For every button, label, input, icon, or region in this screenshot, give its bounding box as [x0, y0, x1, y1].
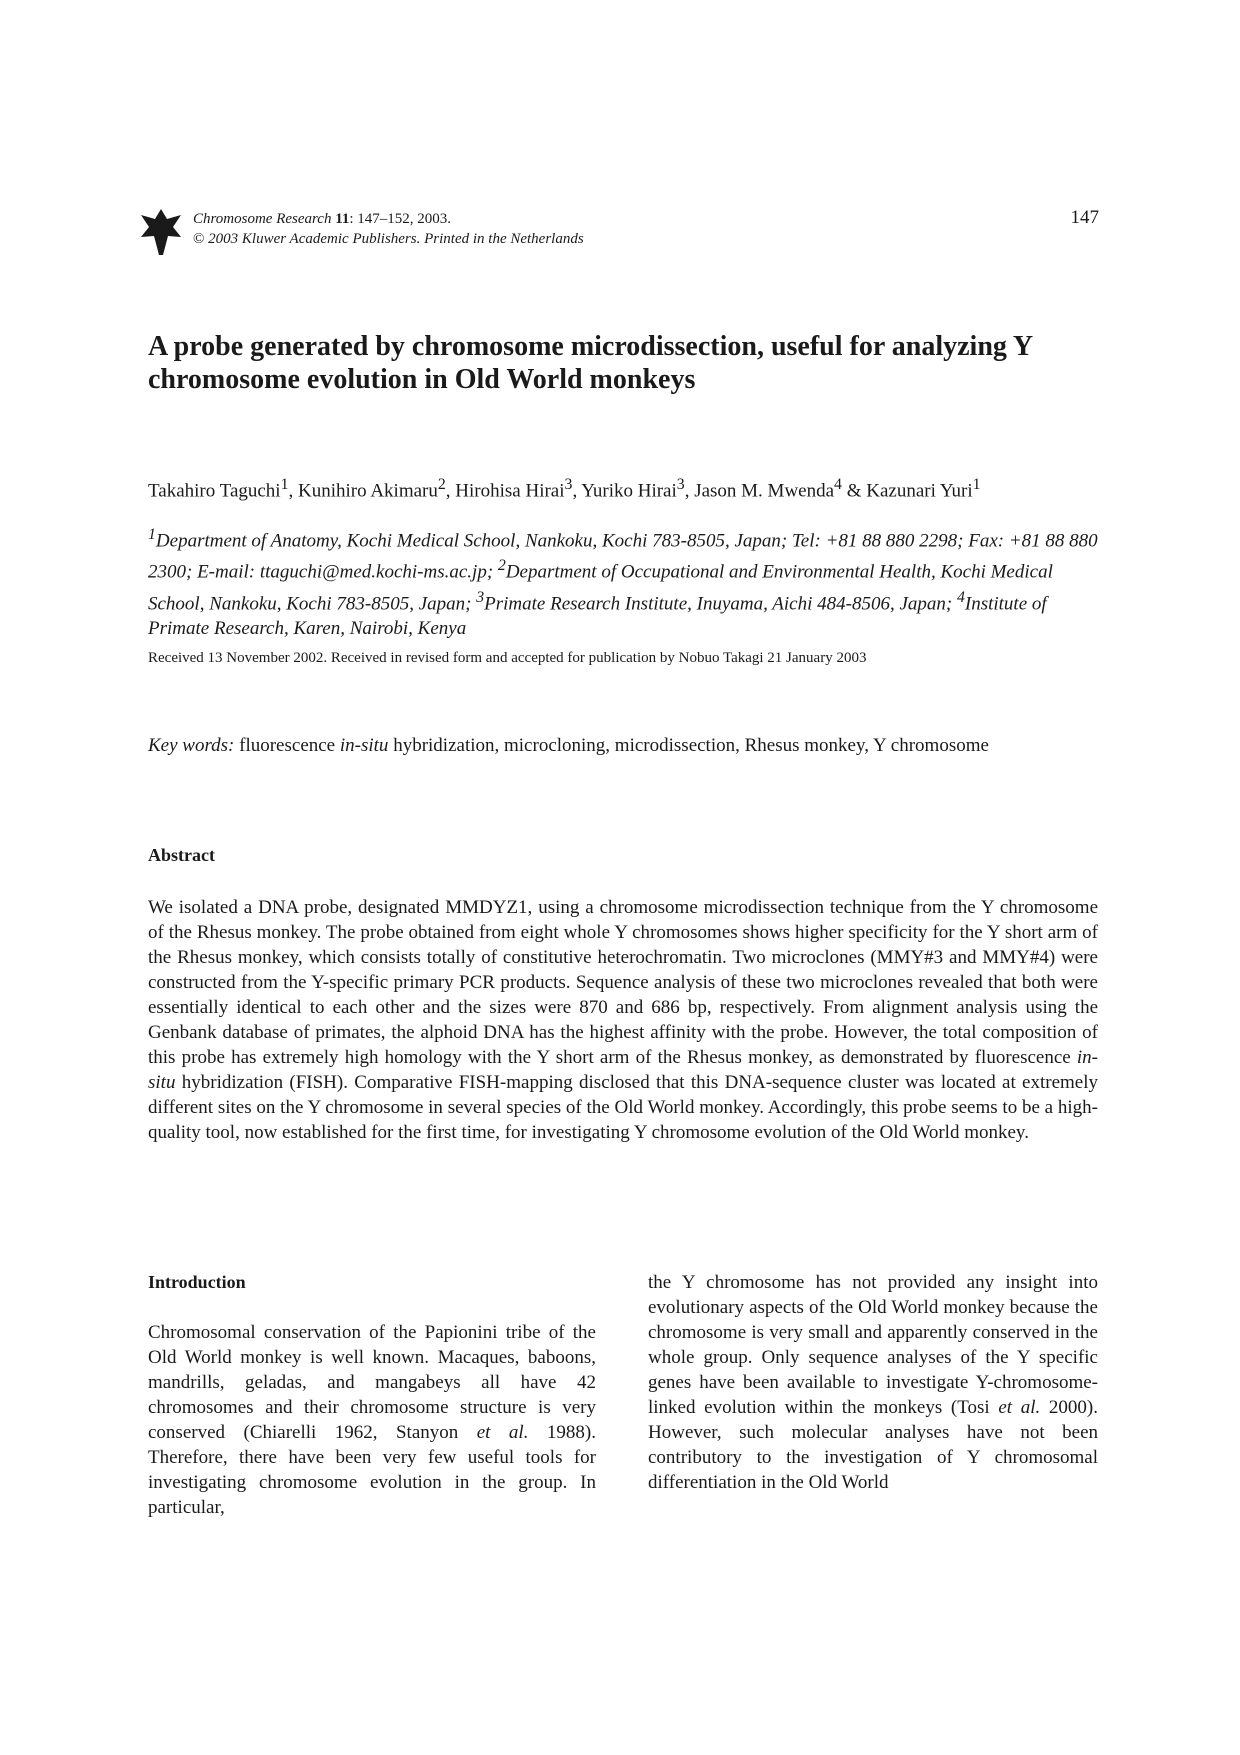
journal-name: Chromosome Research — [193, 211, 332, 227]
affiliation-text: Department of Occupational and Environmental Health, Kochi Medical School, Nankoku, Kochi 783-8505, Japan; — [148, 561, 1053, 614]
journal-pages-year: : 147–152, 2003. — [349, 211, 452, 227]
author-name: Jason M. Mwenda — [694, 480, 835, 502]
author-affiliation-mark: 1 — [280, 476, 289, 493]
author-affiliation-mark: 2 — [437, 476, 446, 493]
keywords — [148, 733, 1098, 758]
journal-citation — [193, 209, 584, 249]
author-name: Kunihiro Akimaru — [298, 480, 438, 502]
affiliation-mark: 2 — [497, 557, 506, 575]
intro-paragraph-left — [148, 1320, 596, 1520]
journal-volume: 11 — [335, 211, 350, 227]
affiliation-mark: 4 — [956, 588, 965, 606]
keywords-italic: in-situ — [339, 735, 389, 756]
journal-line — [193, 209, 584, 229]
author-name: Kazunari Yuri — [866, 480, 973, 502]
affiliation-text: Institute of Primate Research, Karen, Nairobi, Kenya — [148, 592, 1047, 639]
author-separator: , — [572, 480, 582, 502]
abstract-part: We isolated a DNA probe, designated MMDYZ1, using a chromosome microdissection technique from the Y chromosome of the Rhesus monkey. The probe obtained from eight whole Y chromosomes shows higher specificity for the Y short arm of the Rhesus monkey, which consists totally of constitutive heterochromatin. Two microclones (MMY#3 and MMY#4) were constructed from the Y-specific primary PCR products. Sequence analysis of these two microclones revealed that both were essentially identical to each other and the sizes were 870 and 686 bp, respectively. From alignment analysis using the Genbank database of primates, the alphoid DNA has the highest affinity with the probe. However, the total composition of this probe has extremely high homology with the Y short arm of the Rhesus monkey, as demonstrated by fluorescence — [148, 897, 1098, 1068]
author-separator: , — [445, 480, 456, 502]
intro-right-column — [648, 1270, 1098, 1495]
publisher-logo — [141, 209, 181, 255]
keywords-text: hybridization, microcloning, microdissection, Rhesus monkey, Y chromosome — [388, 735, 989, 756]
abstract-text — [148, 895, 1098, 1145]
abstract-part: hybridization (FISH). Comparative FISH-mapping disclosed that this DNA-sequence cluster was located at extremely different sites on the Y chromosome in several species of the Old World monkey. Accordingly, this probe seems to be a high-quality tool, now established for the first time, for investigating Y chromosome evolution of the Old World monkey. — [148, 1072, 1098, 1143]
intro-text: Chromosomal conservation of the Papionini tribe of the Old World monkey is well known. Macaques, baboons, mandrills, geladas, and mangabeys all have 42 chromosomes and their chromosome structure is very conserved (Chiarelli 1962, Stanyon — [148, 1322, 596, 1443]
abstract-italic: in-situ — [148, 1047, 1098, 1093]
affiliation-text: Primate Research Institute, Inuyama, Aichi 484-8506, Japan; — [484, 592, 957, 614]
keywords-text: fluorescence — [234, 735, 340, 756]
author-affiliation-mark: 3 — [676, 476, 685, 493]
author-name: Yuriko Hirai — [581, 480, 677, 502]
intro-text: 1988). Therefore, there have been very few useful tools for investigating chromosome evolution in the group. In particular, — [148, 1422, 596, 1518]
page-number: 147 — [1070, 207, 1099, 228]
affiliation-mark: 3 — [476, 588, 485, 606]
author-affiliation-mark: 4 — [834, 476, 842, 493]
author-separator: & — [841, 480, 867, 502]
introduction-heading: Introduction — [148, 1272, 246, 1292]
received-dates: Received 13 November 2002. Received in revised form and accepted for publication by Nobuo Takagi 21 January 2003 — [148, 650, 867, 666]
intro-italic: et al. — [476, 1422, 529, 1443]
intro-text: 2000). However, such molecular analyses have not been contributory to the investigation of Y chromosomal differentiation in the Old World — [648, 1397, 1098, 1493]
author-separator: , — [684, 480, 695, 502]
affiliation-mark: 1 — [148, 526, 156, 543]
author-name: Hirohisa Hirai — [455, 480, 565, 502]
intro-italic: et al. — [998, 1397, 1041, 1418]
author-affiliation-mark: 1 — [972, 476, 981, 493]
affiliations — [148, 522, 1098, 641]
intro-text: the Y chromosome has not provided any insight into evolutionary aspects of the Old World monkey because the chromosome is very small and apparently conserved in the whole group. Only sequence analyses of the Y specific genes have been available to investigate Y-chromosome-linked evolution within the monkeys (Tosi — [648, 1272, 1098, 1418]
abstract-heading: Abstract — [148, 845, 215, 865]
paper-title: A probe generated by chromosome microdissection, useful for analyzing Y chromosome evolution in Old World monkeys — [148, 331, 1033, 395]
copyright-symbol: © — [193, 231, 205, 247]
affiliation-text: Department of Anatomy, Kochi Medical School, Nankoku, Kochi 783-8505, Japan; Tel: +81 88 880 2298; Fax: +81 88 880 2300; E-mail: ttaguchi@med.kochi-ms.ac.jp; — [148, 530, 1098, 583]
author-name: Takahiro Taguchi — [148, 480, 281, 502]
copyright-line — [193, 229, 584, 249]
author-list — [148, 472, 1098, 503]
author-affiliation-mark: 3 — [564, 476, 573, 493]
copyright-text: 2003 Kluwer Academic Publishers. Printed in the Netherlands — [204, 231, 584, 247]
author-separator: , — [288, 480, 299, 502]
keywords-label: Key words: — [148, 735, 235, 756]
intro-left-column — [148, 1270, 596, 1520]
